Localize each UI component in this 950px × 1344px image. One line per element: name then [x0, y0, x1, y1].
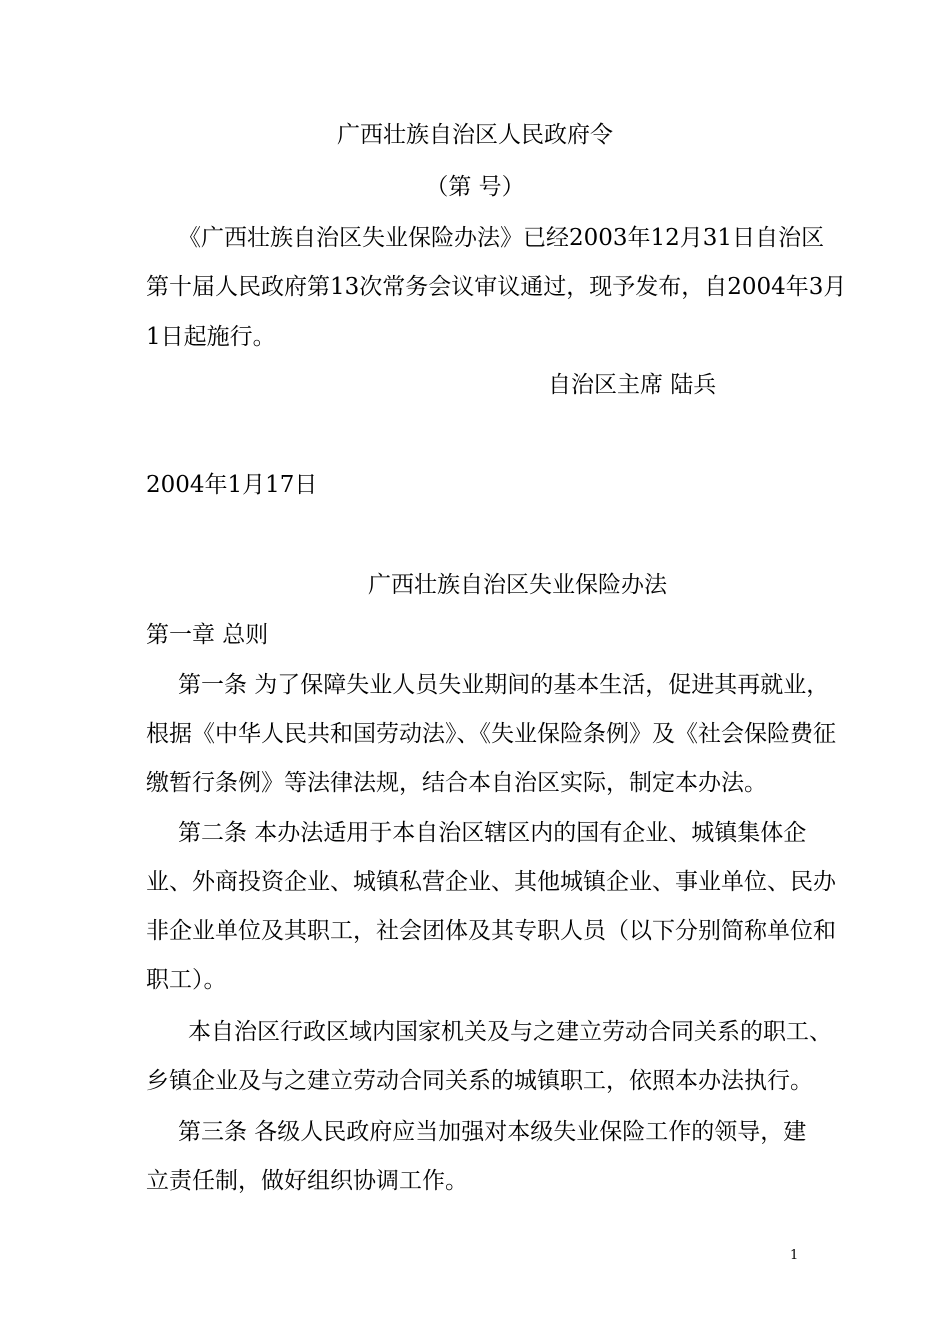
- decree-body-line: 第十届人民政府第13次常务会议审议通过，现予发布，自2004年3月: [146, 274, 847, 300]
- article-line: 业、外商投资企业、城镇私营企业、其他城镇企业、事业单位、民办: [146, 869, 836, 895]
- decree-body-line: 1日起施行。: [146, 324, 276, 350]
- decree-signature: 自治区主席 陆兵: [548, 372, 717, 398]
- article-line: 第二条 本办法适用于本自治区辖区内的国有企业、城镇集体企: [178, 820, 807, 846]
- article-line: 第一条 为了保障失业人员失业期间的基本生活，促进其再就业，: [178, 672, 830, 698]
- chapter-heading: 第一章 总则: [146, 622, 269, 648]
- article-line: 职工）。: [146, 967, 227, 993]
- decree-date: 2004年1月17日: [146, 472, 318, 498]
- article-line: 根据《中华人民共和国劳动法》、《失业保险条例》及《社会保险费征: [146, 721, 836, 747]
- article-line: 第三条 各级人民政府应当加强对本级失业保险工作的领导，建: [178, 1119, 807, 1145]
- article-line: 本自治区行政区域内国家机关及与之建立劳动合同关系的职工、: [188, 1019, 832, 1045]
- page-number: 1: [790, 1248, 799, 1263]
- decree-number: （第 号）: [425, 174, 525, 200]
- article-line: 立责任制，做好组织协调工作。: [146, 1168, 468, 1194]
- article-line: 乡镇企业及与之建立劳动合同关系的城镇职工，依照本办法执行。: [146, 1068, 813, 1094]
- decree-body-line: 《广西壮族自治区失业保险办法》已经2003年12月31日自治区: [178, 225, 825, 251]
- article-line: 缴暂行条例》等法律法规，结合本自治区实际，制定本办法。: [146, 770, 767, 796]
- regulation-title: 广西壮族自治区失业保险办法: [368, 572, 667, 598]
- decree-title: 广西壮族自治区人民政府令: [337, 122, 613, 148]
- article-line: 非企业单位及其职工，社会团体及其专职人员（以下分别简称单位和: [146, 918, 836, 944]
